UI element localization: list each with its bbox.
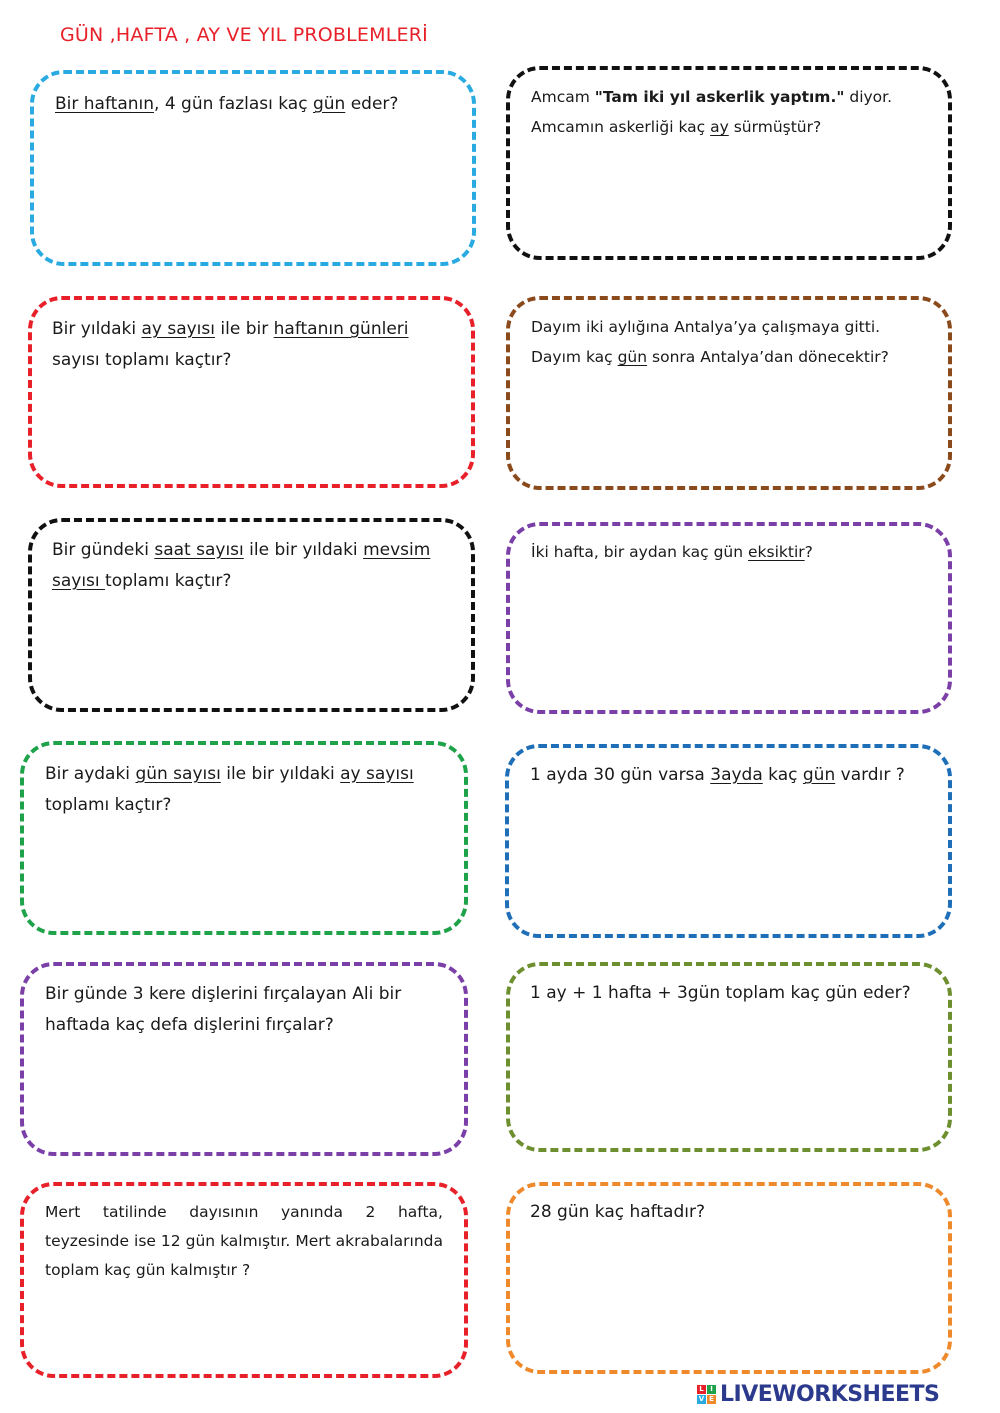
problem-7-text: Bir aydaki gün sayısı ile bir yıldaki ay sayısı toplamı kaçtır? <box>45 764 414 815</box>
problem-9-text: Bir günde 3 kere dişlerini fırçalayan Ali bir haftada kaç defa dişlerini fırçalar? <box>45 984 402 1035</box>
problem-5-text: Bir gündeki saat sayısı ile bir yıldaki mevsim sayısı toplamı kaçtır? <box>52 540 431 591</box>
logo-text: LIVEWORKSHEETS <box>720 1381 940 1407</box>
logo-mark-icon: L I V E <box>697 1385 716 1404</box>
problem-1-text: Bir haftanın, 4 gün fazlası kaç gün eder? <box>55 94 399 114</box>
problem-4-text: Dayım iki aylığına Antalya’ya çalışmaya gitti. Dayım kaç gün sonra Antalya’dan dönecektir? <box>531 318 889 366</box>
problem-8-text: 1 ayda 30 gün varsa 3ayda kaç gün vardır ? <box>530 765 905 785</box>
problem-10-text: 1 ay + 1 hafta + 3gün toplam kaç gün eder? <box>530 983 911 1003</box>
problem-6-text: İki hafta, bir aydan kaç gün eksiktir? <box>531 543 813 561</box>
liveworksheets-logo <box>697 1380 939 1408</box>
problem-12-text: 28 gün kaç haftadır? <box>530 1202 705 1222</box>
problem-3-text: Bir yıldaki ay sayısı ile bir haftanın günleri sayısı toplamı kaçtır? <box>52 319 409 370</box>
page-title: GÜN ,HAFTA , AY VE YIL PROBLEMLERİ <box>60 24 428 46</box>
problem-2-text: Amcam "Tam iki yıl askerlik yaptım." diyor. Amcamın askerliği kaç ay sürmüştür? <box>531 88 893 136</box>
problem-11-text: Mert tatilinde dayısının yanında 2 hafta, teyzesinde ise 12 gün kalmıştır. Mert akrabalarında toplam kaç gün kalmıştır ? <box>45 1203 443 1279</box>
